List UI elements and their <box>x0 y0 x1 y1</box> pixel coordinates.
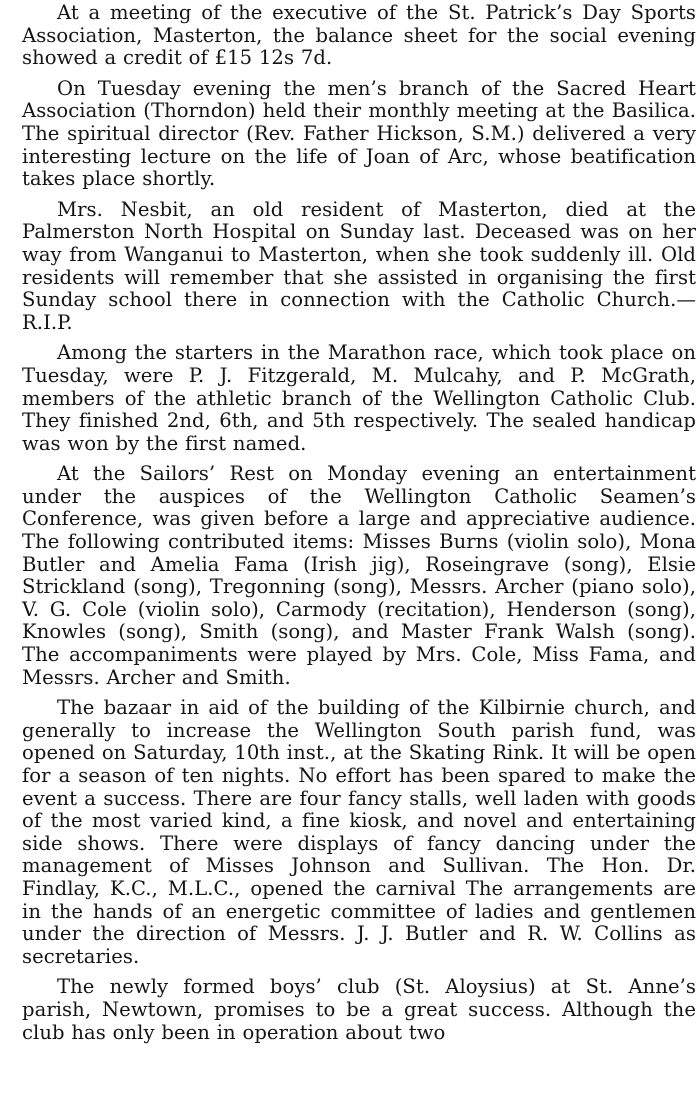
paragraph-kilbirnie-bazaar: The bazaar in aid of the building of the Kilbirnie church, and generally to increase the Wellington South parish fund, was opened on Saturday, 10th inst., at the Skating Rink. It will be open for a season of ten nights. No effort has been spared to make the event a success. There are four fancy stalls, well laden with goods of the most varied kind, a fine kiosk, and novel and entertaining side shows. There were displays of fancy dancing under the management of Misses Johnson and Sullivan. The Hon. Dr. Findlay, K.C., M.L.C., opened the carnival The arrangements are in the hands of an energetic committee of ladies and gentlemen under the direction of Messrs. J. J. Butler and R. W. Collins as secretaries. <box>22 696 696 968</box>
paragraph-sports-association: At a meeting of the executive of the St. Patrick’s Day Sports Association, Masterton, the balance sheet for the social evening showed a credit of £15 12s 7d. <box>22 1 696 70</box>
paragraph-mrs-nesbit-obituary: Mrs. Nesbit, an old resident of Masterton, died at the Palmerston North Hospital on Sunday last. Deceased was on her way from Wanganui to Masterton, when she took suddenly ill. Old residents will remember that she assisted in organising the first Sunday school there in connection with the Catholic Church.—R.I.P. <box>22 197 696 334</box>
paragraph-boys-club: The newly formed boys’ club (St. Aloysius) at St. Anne’s parish, Newtown, promises to be a great success. Although the club has only been in operation about two <box>22 975 696 1044</box>
newspaper-column <box>22 2 696 1052</box>
paragraph-sailors-rest-entertainment: At the Sailors’ Rest on Monday evening an entertainment under the auspices of the Wellington Catholic Seamen’s Conference, was given before a large and appreciative audience. The following contributed items: Misses Burns (violin solo), Mona Butler and Amelia Fama (Irish jig), Roseingrave (song), Elsie Strickland (song), Tregonning (song), Messrs. Archer (piano solo), V. G. Cole (violin solo), Carmody (recitation), Henderson (song), Knowles (song), Smith (song), and Master Frank Walsh (song). The accompaniments were played by Mrs. Cole, Miss Fama, and Messrs. Archer and Smith. <box>22 462 696 689</box>
paragraph-sacred-heart-association: On Tuesday evening the men’s branch of the Sacred Heart Association (Thorndon) held their monthly meeting at the Basilica. The spiritual director (Rev. Father Hickson, S.M.) delivered a very interesting lecture on the life of Joan of Arc, whose beatification takes place shortly. <box>22 76 696 191</box>
paragraph-marathon-race: Among the starters in the Marathon race, which took place on Tuesday, were P. J. Fitzgerald, M. Mulcahy, and P. McGrath, members of the athletic branch of the Wellington Catholic Club. They finished 2nd, 6th, and 5th respectively. The sealed handicap was won by the first named. <box>22 341 696 455</box>
